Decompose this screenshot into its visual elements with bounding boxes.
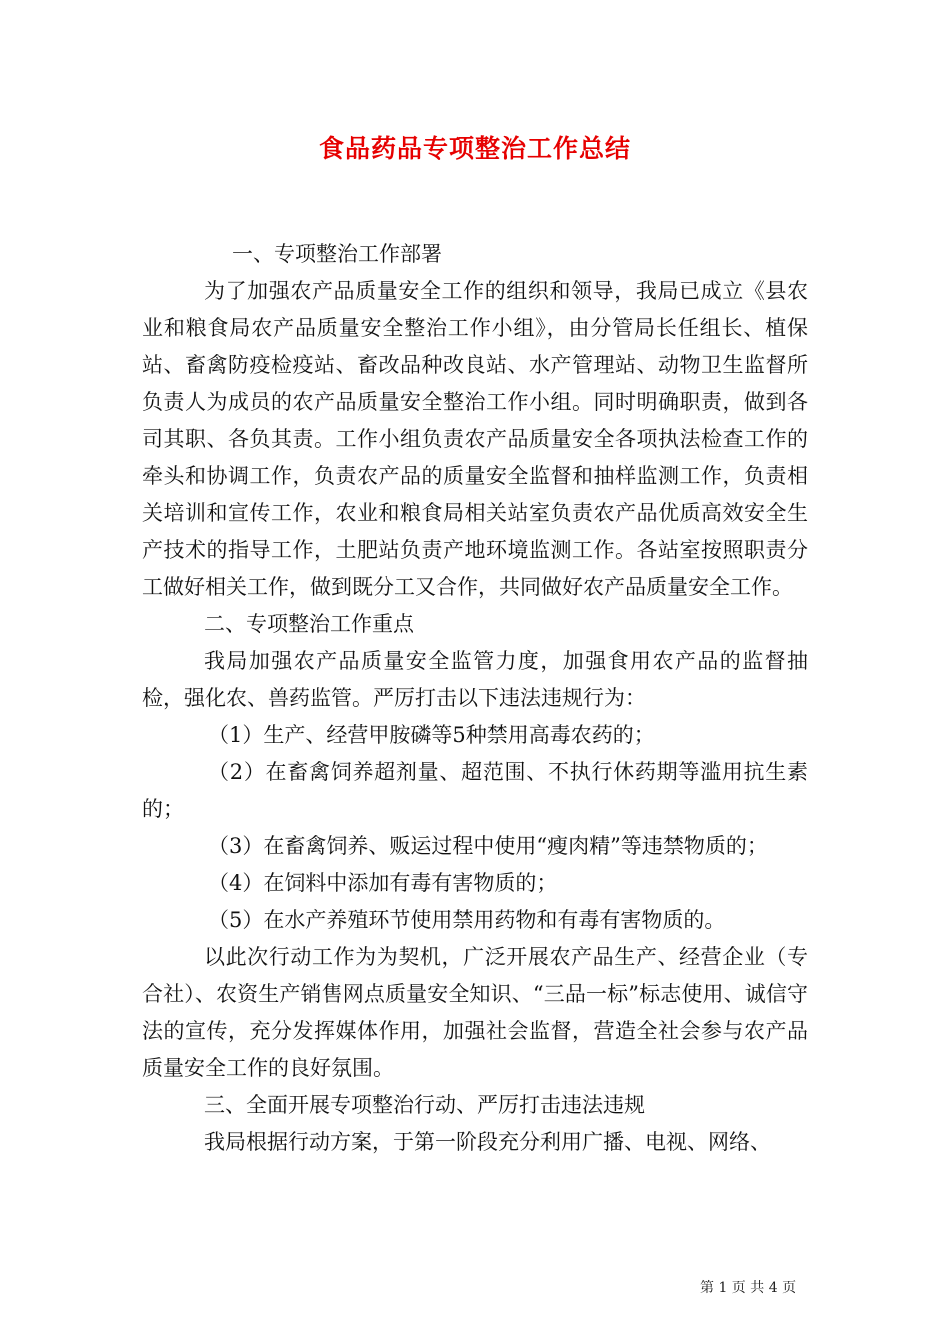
list-item-5: （5）在水产养殖环节使用禁用药物和有毒有害物质的。 — [208, 908, 726, 932]
document-body — [142, 236, 808, 1161]
list-item-1: （1）生产、经营甲胺磷等5种禁用高毒农药的； — [208, 723, 655, 747]
paragraph-deployment: 为了加强农产品质量安全工作的组织和领导，我局已成立《县农业和粮食局农产品质量安全整治工作小组》，由分管局长任组长、植保站、畜禽防疫检疫站、畜改品种改良站、水产管理站、动物卫生监督所负责人为成员的农产品质量安全整治工作小组。同时明确职责，做到各司其职、各负其责。工作小组负责农产品质量安全各项执法检查工作的牵头和协调工作，负责农产品的质量安全监督和抽样监测工作，负责相关培训和宣传工作，农业和粮食局相关站室负责农产品优质高效安全生产技术的指导工作，土肥站负责产地环境监测工作。各站室按照职责分工做好相关工作，做到既分工又合作，共同做好农产品质量安全工作。 — [142, 279, 808, 599]
paragraph-action: 我局根据行动方案，于第一阶段充分利用广播、电视、网络、 — [204, 1130, 771, 1154]
paragraph-publicity: 以此次行动工作为为契机，广泛开展农产品生产、经营企业（专合社）、农资生产销售网点质量安全知识、“三品一标”标志使用、诚信守法的宣传，充分发挥媒体作用，加强社会监督，营造全社会参与农产品质量安全工作的良好氛围。 — [142, 945, 808, 1080]
list-item-3: （3）在畜禽饲养、贩运过程中使用“瘦肉精”等违禁物质的； — [208, 834, 768, 858]
document-title: 食品药品专项整治工作总结 — [318, 134, 631, 163]
section-heading-2: 二、专项整治工作重点 — [204, 612, 414, 636]
section-heading-3: 三、全面开展专项整治行动、严厉打击违法违规 — [204, 1093, 645, 1117]
list-item-4: （4）在饲料中添加有毒有害物质的； — [208, 871, 558, 895]
section-heading-1: 一、专项整治工作部署 — [232, 242, 442, 266]
page-number: 第 1 页 共 4 页 — [700, 1280, 797, 1296]
paragraph-focus: 我局加强农产品质量安全监管力度，加强食用农产品的监督抽检，强化农、兽药监管。严厉打击以下违法违规行为： — [142, 649, 808, 710]
list-item-2: （2）在畜禽饲养超剂量、超范围、不执行休药期等滥用抗生素的； — [142, 760, 808, 821]
